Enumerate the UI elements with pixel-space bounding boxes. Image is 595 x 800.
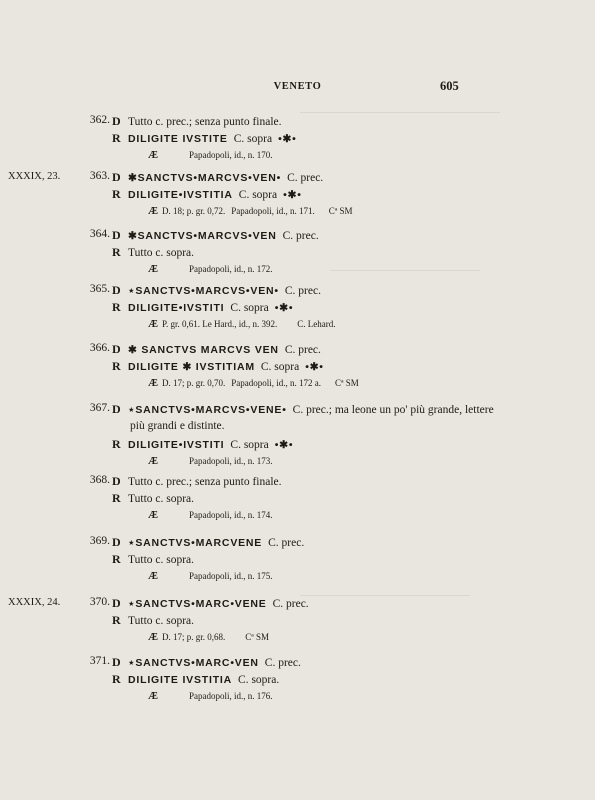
bibliographic-source: Papadopoli, id., n. 174. — [189, 510, 273, 520]
obverse-line — [112, 402, 494, 417]
entry-number: 366. — [89, 342, 110, 354]
reverse-symbol: R — [112, 672, 121, 686]
reverse-description: C. sopra — [260, 361, 300, 373]
obverse-description-continued: più grandi e distinte. — [130, 420, 225, 432]
reverse-description: C. sopra — [233, 133, 273, 145]
reverse-description: C. sopra — [238, 189, 278, 201]
metal-symbol: Æ — [148, 206, 158, 217]
provenance-line — [148, 378, 359, 389]
entry-number: 367. — [89, 402, 110, 414]
mint-mark: •✱• — [305, 361, 324, 373]
obverse-legend: ✱SANCTVS•MARCVS•VEN — [128, 230, 277, 242]
obverse-symbol: D — [112, 114, 121, 128]
collection-mark: Cª SM — [335, 378, 359, 388]
obverse-description: C. prec. — [264, 657, 301, 669]
obverse-symbol: D — [112, 474, 121, 488]
reverse-legend: DILIGITE ✱ IVSTITIAM — [128, 361, 255, 373]
entry-number: 365. — [89, 283, 110, 295]
reverse-legend: DILIGITE IVSTITE — [128, 133, 228, 145]
obverse-symbol: D — [112, 283, 121, 297]
reverse-symbol: R — [112, 613, 121, 627]
obverse-description: C. prec. — [268, 537, 305, 549]
obverse-line — [112, 596, 309, 611]
reverse-legend: DILIGITE•IVSTITI — [128, 439, 225, 451]
obverse-legend: ⋆SANCTVS•MARC•VENE — [128, 598, 267, 610]
obverse-symbol: D — [112, 596, 121, 610]
reverse-line — [112, 245, 194, 260]
provenance-line — [148, 150, 273, 161]
spacer — [162, 150, 189, 160]
obverse-description: C. prec. — [272, 598, 309, 610]
reverse-description: Tutto c. sopra. — [128, 615, 195, 627]
collection-mark: C. Lehard. — [297, 319, 336, 329]
page-number: 605 — [440, 79, 459, 93]
mint-mark: •✱• — [283, 189, 302, 201]
obverse-line — [112, 114, 282, 129]
running-title: VENETO — [273, 81, 322, 92]
metal-symbol: Æ — [148, 571, 158, 582]
obverse-legend: ⋆SANCTVS•MARC•VEN — [128, 657, 259, 669]
bibliographic-source: Papadopoli, id., n. 176. — [189, 691, 273, 701]
reverse-line — [112, 613, 194, 628]
obverse-legend: ✱ SANCTVS MARCVS VEN — [128, 344, 279, 356]
provenance-line — [148, 510, 273, 521]
spacer — [162, 264, 189, 274]
obverse-legend: ⋆SANCTVS•MARCVENE — [128, 537, 263, 549]
obverse-line — [112, 342, 321, 357]
reverse-description: Tutto c. sopra. — [128, 247, 195, 259]
reverse-symbol: R — [112, 245, 121, 259]
reverse-symbol: R — [112, 300, 121, 314]
obverse-description: C. prec. — [284, 344, 321, 356]
bibliographic-source: Papadopoli, id., n. 175. — [189, 571, 273, 581]
reverse-line — [112, 300, 293, 315]
reverse-line — [112, 437, 293, 452]
bleed-through-mark — [300, 595, 470, 602]
reverse-symbol: R — [112, 437, 121, 451]
obverse-symbol: D — [112, 228, 121, 242]
obverse-symbol: D — [112, 535, 121, 549]
obverse-symbol: D — [112, 342, 121, 356]
coin-details: D. 17; p. gr. 0,68. — [162, 632, 226, 642]
spacer — [162, 456, 189, 466]
mint-mark: •✱• — [274, 439, 294, 451]
provenance-line — [148, 264, 273, 275]
metal-symbol: Æ — [148, 456, 158, 467]
plate-reference: XXXIX, 23. — [8, 171, 61, 182]
reverse-legend: DILIGITE•IVSTITIA — [128, 189, 233, 201]
metal-symbol: Æ — [148, 319, 158, 330]
obverse-description: C. prec.; ma leone un po' più grande, lettere — [292, 404, 494, 416]
reverse-legend: DILIGITE•IVSTITI — [128, 302, 225, 314]
obverse-legend: ⋆SANCTVS•MARCVS•VENE• — [128, 404, 287, 416]
provenance-line — [148, 571, 273, 582]
metal-symbol: Æ — [148, 691, 158, 702]
metal-symbol: Æ — [148, 510, 158, 521]
obverse-description: Tutto c. prec.; senza punto finale. — [128, 116, 282, 128]
metal-symbol: Æ — [148, 378, 158, 389]
provenance-line — [148, 206, 353, 217]
bibliographic-source: Papadopoli, id., n. 171. — [231, 206, 315, 216]
entry-number: 364. — [89, 228, 110, 240]
entry-number: 368. — [89, 474, 110, 486]
mint-mark: •✱• — [274, 302, 294, 314]
mint-mark: •✱• — [278, 133, 297, 145]
metal-symbol: Æ — [148, 150, 158, 161]
obverse-line — [112, 535, 304, 550]
obverse-legend: ✱SANCTVS•MARCVS•VEN• — [128, 172, 282, 184]
provenance-line — [148, 456, 273, 467]
reverse-symbol: R — [112, 187, 121, 201]
obverse-description: C. prec. — [282, 230, 319, 242]
obverse-legend: ⋆SANCTVS•MARCVS•VEN• — [128, 285, 279, 297]
obverse-line — [112, 474, 282, 489]
coin-details: P. gr. 0,61. Le Hard., id., n. 392. — [162, 319, 278, 329]
reverse-description: C. sopra — [230, 439, 269, 451]
reverse-line — [112, 491, 194, 506]
reverse-symbol: R — [112, 359, 121, 373]
obverse-line — [112, 228, 319, 243]
provenance-line — [148, 632, 269, 643]
bibliographic-source: Papadopoli, id., n. 172. — [189, 264, 273, 274]
reverse-description: Tutto c. sopra. — [128, 493, 195, 505]
collection-mark: Cª SM — [245, 632, 270, 642]
obverse-line — [112, 283, 321, 298]
reverse-line — [112, 672, 279, 687]
reverse-symbol: R — [112, 131, 121, 145]
obverse-symbol: D — [112, 402, 121, 416]
obverse-symbol: D — [112, 170, 121, 184]
obverse-symbol: D — [112, 655, 121, 669]
entry-number: 370. — [89, 596, 110, 608]
spacer — [162, 691, 189, 701]
coin-details: D. 17; p. gr. 0,70. — [162, 378, 226, 388]
bibliographic-source: Papadopoli, id., n. 170. — [189, 150, 273, 160]
plate-reference: XXXIX, 24. — [8, 597, 61, 608]
obverse-description: Tutto c. prec.; senza punto finale. — [128, 476, 282, 488]
coin-details: D. 18; p. gr. 0,72. — [162, 206, 226, 216]
obverse-line — [112, 655, 301, 670]
entry-number: 363. — [89, 170, 110, 182]
bleed-through-mark — [300, 112, 500, 119]
reverse-description: C. sopra. — [238, 674, 280, 686]
obverse-description: C. prec. — [287, 172, 324, 184]
obverse-description: C. prec. — [284, 285, 321, 297]
bibliographic-source: Papadopoli, id., n. 172 a. — [231, 378, 322, 388]
metal-symbol: Æ — [148, 264, 158, 275]
spacer — [162, 571, 189, 581]
reverse-line — [112, 187, 302, 202]
reverse-symbol: R — [112, 491, 121, 505]
metal-symbol: Æ — [148, 632, 158, 643]
provenance-line — [148, 691, 273, 702]
reverse-symbol: R — [112, 552, 121, 566]
reverse-legend: DILIGITE IVSTITIA — [128, 674, 233, 686]
reverse-description: Tutto c. sopra. — [128, 554, 195, 566]
reverse-line — [112, 552, 194, 567]
obverse-line — [112, 170, 323, 185]
bibliographic-source: Papadopoli, id., n. 173. — [189, 456, 273, 466]
reverse-line — [112, 359, 324, 374]
reverse-description: C. sopra — [230, 302, 269, 314]
reverse-line — [112, 131, 297, 146]
provenance-line — [148, 319, 336, 330]
entry-number: 371. — [89, 655, 110, 667]
collection-mark: Cª SM — [328, 206, 353, 216]
bleed-through-mark — [330, 270, 480, 277]
entry-number: 369. — [89, 535, 110, 547]
spacer — [162, 510, 189, 520]
entry-number: 362. — [89, 114, 110, 126]
